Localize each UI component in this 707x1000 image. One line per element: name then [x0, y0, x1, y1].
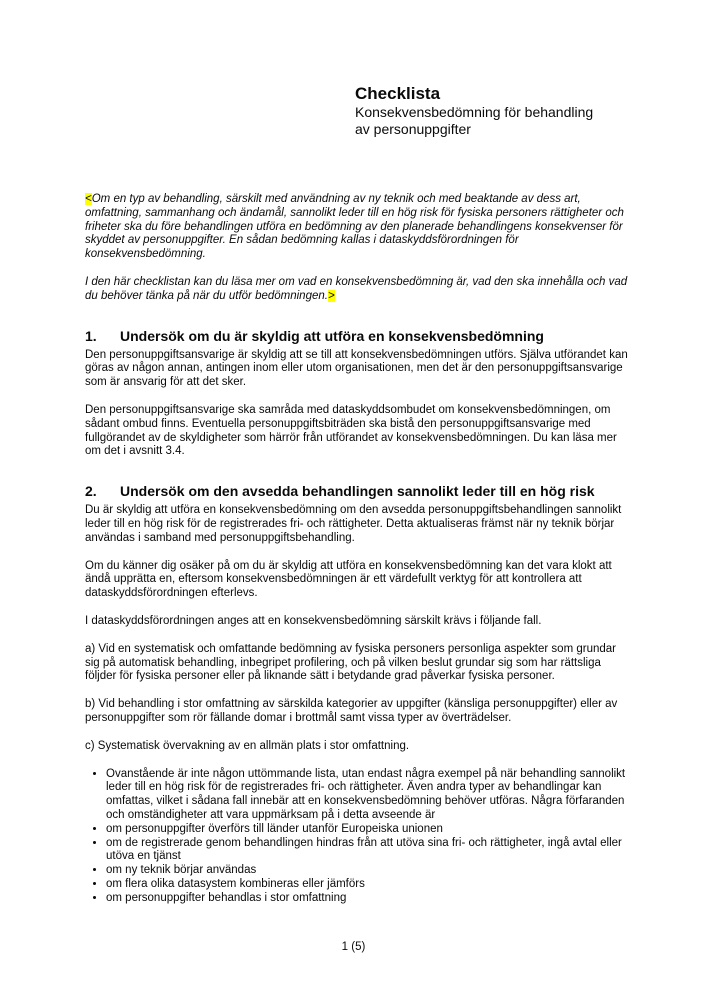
section-2-paragraph-3: I dataskyddsförordningen anges att en konsekvensbedömning särskilt krävs i följande fall.: [85, 614, 542, 627]
document-subtitle: [355, 104, 625, 137]
highlight-open-mark: <: [85, 193, 92, 205]
intro-paragraph-1-text: Om en typ av behandling, särskilt med användning av ny teknik och med beaktande av dess art, omfattning, sammanhang och ändamål, sannolikt leder till en hög risk för fysiska personers rättigheter och friheter ska du före behandlingen utföra en bedömning av den planerade behandlingens konsekvenser för skyddet av personuppgifter. En sådan bedömning kallas i dataskyddsförordningen för konsekvensbedömning.: [85, 193, 624, 261]
risk-factors-list: [85, 768, 632, 906]
list-item: • om flera olika datasystem kombineras eller jämförs: [106, 878, 632, 892]
list-item: • om ny teknik börjar användas: [106, 864, 632, 878]
section-1-paragraph-2: Den personuppgiftsansvarige ska samråda med dataskyddsombudet om konsekvensbedömningen, om sådant ombud finns. Eventuella personuppgiftsbiträden ska bistå den personuppgiftsansvarige med fullgörandet av de skyldigheter som härrör från utförandet av konsekvensbedömningen. Du kan läsa mer om det i avsnitt 3.4.: [85, 403, 617, 458]
section-2-heading: [85, 483, 632, 500]
section-1-number: 1.: [85, 327, 97, 344]
list-item: • om personuppgifter överförs till länder utanför Europeiska unionen: [106, 823, 632, 837]
intro-paragraph-2-text: I den här checklistan kan du läsa mer om vad en konsekvensbedömning är, vad den ska innehålla och vad du behöver tänka på när du utför bedömningen.: [85, 275, 628, 302]
highlight-close-mark: >: [327, 289, 335, 302]
document-body: [85, 193, 632, 905]
subtitle-line-1: Konsekvensbedömning för behandling: [355, 104, 594, 120]
section-1-heading-text: Undersök om du är skyldig att utföra en konsekvensbedömning: [120, 327, 544, 344]
section-1-paragraph-1: Den personuppgiftsansvarige är skyldig att se till att konsekvensbedömningen utförs. Själva utförandet kan göras av någon annan, antingen inom eller utom organisationen, men det är den personuppgiftsansvarige som är ansvarig för att det sker.: [85, 348, 628, 389]
list-item: • om personuppgifter behandlas i stor omfattning: [106, 892, 632, 906]
document-title: Checklista: [355, 84, 441, 103]
document-header: [355, 84, 625, 137]
intro-paragraph-1: [85, 193, 632, 262]
page-number: 1 (5): [341, 941, 366, 953]
list-item: • om de registrerade genom behandlingen hindras från att utöva sina fri- och rättigheter, ingå avtal eller utöva en tjänst: [106, 837, 632, 865]
section-2-paragraph-1: Du är skyldig att utföra en konsekvensbedömning om den avsedda personuppgiftsbehandlingen sannolikt leder till en hög risk för de registrerades fri- och rättigheter. Detta aktualiseras främst när ny teknik börjar användas i samband med personuppgiftsbehandling.: [85, 504, 622, 544]
list-item: • Ovanstående är inte någon uttömmande lista, utan endast några exempel på när behandling sannolikt leder till en hög risk för de registrerades fri- och rättigheter. Även andra typer av behandlingar kan omfattas, vilket i sådana fall innebär att en konsekvensbedömning behöver utföras. Några förfaranden och omständigheter att vara uppmärksam på i detta avseende är: [106, 768, 632, 823]
intro-paragraph-2: [85, 276, 632, 304]
section-2-number: 2.: [85, 483, 97, 500]
section-2-heading-text: Undersök om den avsedda behandlingen sannolikt leder till en hög risk: [120, 483, 595, 500]
section-2-paragraph-c: c) Systematisk övervakning av en allmän plats i stor omfattning.: [85, 739, 410, 752]
section-2-paragraph-2: Om du känner dig osäker på om du är skyldig att utföra en konsekvensbedömning kan det vara klokt att ändå upprätta en, eftersom konsekvensbedömningen är ett värdefullt verktyg för att kontrollera att dataskyddsförordningen efterlevs.: [85, 559, 612, 600]
section-2-paragraph-a: a) Vid en systematisk och omfattande bedömning av fysiska personers personliga aspekter som grundar sig på automatisk behandling, inbegripet profilering, och på vilken beslut grundar sig som har rättsliga följder för fysiska personer eller på liknande sätt i betydande grad påverkar fysiska personer.: [85, 642, 616, 683]
section-1-heading: [85, 328, 632, 345]
subtitle-line-2: av personuppgifter: [355, 120, 471, 137]
section-2-paragraph-b: b) Vid behandling i stor omfattning av särskilda kategorier av uppgifter (känsliga personuppgifter) eller av personuppgifter som rör fällande domar i brottmål samt vissa typer av överträdelser.: [85, 698, 618, 724]
